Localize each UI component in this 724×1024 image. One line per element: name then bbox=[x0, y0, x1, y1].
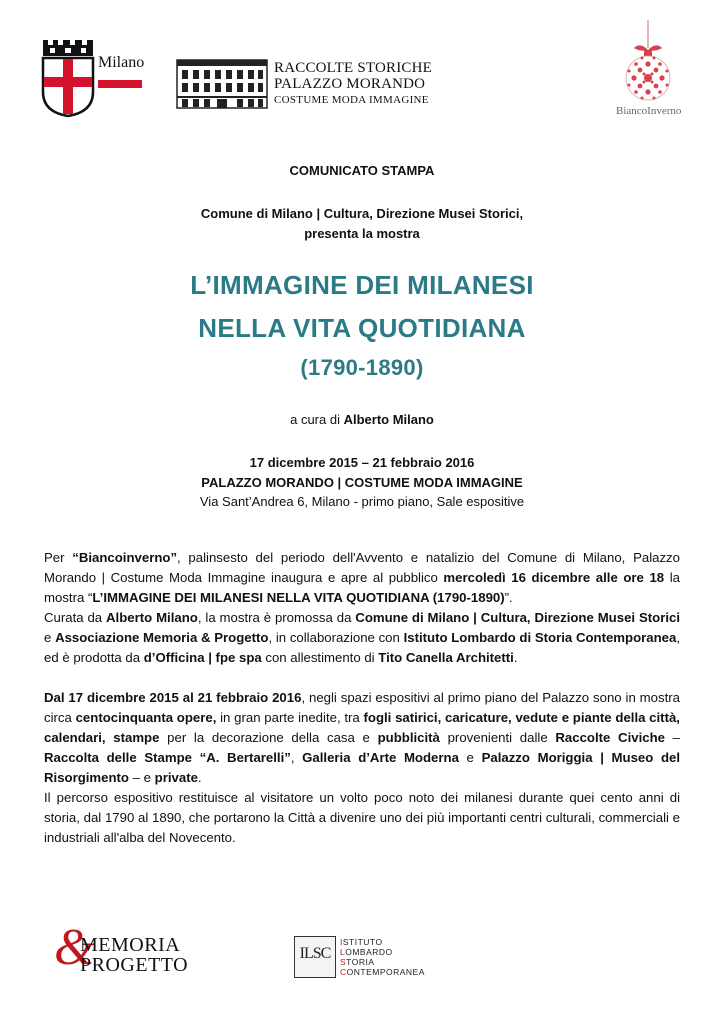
p2-text-2: , la mostra è promossa da bbox=[197, 610, 356, 625]
ilsc-text bbox=[340, 937, 425, 977]
p3-bold-4: pubblicità bbox=[377, 730, 440, 745]
p1-bold-3: L’IMMAGINE DEI MILANESI NELLA VITA QUOTIDIANA (1790-1890) bbox=[92, 590, 505, 605]
ilsc-logo bbox=[294, 936, 424, 980]
event-venue: PALAZZO MORANDO | COSTUME MODA IMMAGINE bbox=[201, 475, 523, 490]
ilsc-rest-2: OMBARDO bbox=[345, 947, 393, 957]
p3-bold-1: Dal 17 dicembre 2015 al 21 febbraio 2016 bbox=[44, 690, 302, 705]
p1-text-4: ”. bbox=[504, 590, 513, 605]
p2-bold-4: Istituto Lombardo di Storia Contemporanea bbox=[403, 630, 677, 645]
p1-bold-2: mercoledì 16 dicembre alle ore 18 bbox=[443, 570, 665, 585]
presenter-line-2: presenta la mostra bbox=[304, 226, 420, 241]
palazzo-facade-icon bbox=[176, 58, 268, 110]
event-address: Via Sant’Andrea 6, Milano - primo piano, Sale espositive bbox=[199, 494, 525, 509]
ilsc-rest-4: ONTEMPORANEA bbox=[346, 967, 425, 977]
p1-text-1: Per bbox=[44, 550, 73, 565]
ilsc-row-4 bbox=[340, 967, 425, 977]
p2-bold-1: Alberto Milano bbox=[106, 610, 198, 625]
milano-logo-text: Milano bbox=[98, 54, 145, 71]
ilsc-initial-2: L bbox=[340, 947, 346, 957]
p3-bold-2: centocinquanta opere, bbox=[75, 710, 217, 725]
p3-bold-6: Raccolta delle Stampe “A. Bertarelli” bbox=[44, 750, 291, 765]
milano-crest-icon bbox=[40, 38, 96, 118]
ilsc-initial-1: I bbox=[340, 937, 343, 947]
ilsc-rest-3: TORIA bbox=[346, 957, 375, 967]
memoria-line2: PROGETTO bbox=[80, 954, 189, 976]
p2-text-6: con allestimento di bbox=[261, 650, 379, 665]
p3-text-8: – e bbox=[129, 770, 155, 785]
p3-text-6: , bbox=[290, 750, 303, 765]
paragraph-4 bbox=[44, 788, 680, 848]
p3-text-9: . bbox=[197, 770, 202, 785]
memoria-progetto-logo bbox=[52, 919, 212, 980]
memoria-line1: MEMORIA bbox=[80, 934, 181, 956]
p3-bold-9: private bbox=[154, 770, 198, 785]
p3-text-3: per la decorazione della casa e bbox=[159, 730, 378, 745]
exhibition-title-line-2: NELLA VITA QUOTIDIANA bbox=[198, 313, 526, 343]
palazzo-logo-line1: RACCOLTE STORICHE bbox=[274, 60, 433, 76]
ilsc-row-1 bbox=[340, 937, 425, 947]
p2-text-1: Curata da bbox=[44, 610, 107, 625]
p3-text-5: – bbox=[664, 730, 681, 745]
p2-bold-2: Comune di Milano | Cultura, Direzione Musei Storici bbox=[355, 610, 680, 625]
bianco-inverno-logo bbox=[610, 20, 710, 120]
press-release-label: COMUNICATO STAMPA bbox=[289, 163, 435, 178]
p2-bold-5: d’Officina | fpe spa bbox=[143, 650, 262, 665]
p3-text-2: in gran parte inedite, tra bbox=[216, 710, 364, 725]
p3-bold-3: fogli satirici, caricature, vedute e piante della città, calendari, stampe bbox=[44, 710, 680, 745]
exhibition-title-line-1: L’IMMAGINE DEI MILANESI bbox=[190, 270, 534, 300]
p3-text-1: , negli spazi espositivi al primo piano del Palazzo sono in mostra circa bbox=[44, 690, 680, 725]
p1-text-2: , palinsesto del periodo dell'Avvento e natalizio del Comune di Milano, Palazzo Morando | Costume Moda Immagine inaugura e apre al pubblico bbox=[44, 550, 680, 585]
p2-bold-3: Associazione Memoria & Progetto bbox=[55, 630, 269, 645]
bianco-inverno-text: BiancoInverno bbox=[616, 105, 682, 117]
ilsc-initial-4: C bbox=[340, 967, 347, 977]
milano-logo bbox=[40, 38, 150, 120]
christmas-ornament-icon bbox=[610, 20, 710, 106]
p3-bold-7: Galleria d’Arte Moderna bbox=[302, 750, 459, 765]
milano-red-bar bbox=[98, 80, 142, 88]
p3-bold-8: Palazzo Moriggia | Museo del Risorgimento bbox=[44, 750, 681, 785]
curator-prefix: a cura di bbox=[290, 412, 344, 427]
paragraph-1 bbox=[44, 548, 680, 608]
p3-text-7: e bbox=[458, 750, 482, 765]
palazzo-morando-logo bbox=[176, 58, 436, 114]
palazzo-logo-line3: COSTUME MODA IMMAGINE bbox=[274, 94, 429, 106]
event-dates: 17 dicembre 2015 – 21 febbraio 2016 bbox=[249, 455, 475, 470]
p2-bold-6: Tito Canella Architetti bbox=[378, 650, 514, 665]
body-text bbox=[44, 548, 680, 848]
curator-name: Alberto Milano bbox=[343, 412, 434, 427]
p2-text-3: e bbox=[44, 630, 56, 645]
p1-bold-1: “Biancoinverno” bbox=[72, 550, 178, 565]
paragraph-3 bbox=[44, 688, 680, 788]
p2-text-4: , in collaborazione con bbox=[268, 630, 404, 645]
ilsc-row-2 bbox=[340, 947, 425, 957]
p3-text-4: provenienti dalle bbox=[439, 730, 556, 745]
memoria-ampersand: & bbox=[54, 919, 95, 976]
p2-text-5: , ed è prodotta da bbox=[44, 630, 681, 665]
paragraph-2 bbox=[44, 608, 680, 668]
palazzo-logo-line2: PALAZZO MORANDO bbox=[274, 76, 426, 92]
ilsc-letters: ILSC bbox=[299, 945, 331, 962]
ilsc-initial-3: S bbox=[340, 957, 347, 967]
p2-text-7: . bbox=[513, 650, 518, 665]
p3-bold-5: Raccolte Civiche bbox=[555, 730, 665, 745]
ilsc-row-3 bbox=[340, 957, 425, 967]
p4-text-1: Il percorso espositivo restituisce al visitatore un volto poco noto dei milanesi durante quei cento anni di storia, dal 1790 al 1890, che portarono la Città a divenire uno dei più importanti centri culturali, commerciali e industriali all'alba del Novecento. bbox=[44, 790, 680, 845]
p1-text-3: la mostra “ bbox=[44, 570, 680, 605]
curator-line bbox=[0, 412, 724, 427]
exhibition-years: (1790-1890) bbox=[300, 355, 424, 380]
presenter-line-1: Comune di Milano | Cultura, Direzione Musei Storici, bbox=[200, 206, 524, 221]
ilsc-monogram bbox=[294, 936, 336, 978]
ilsc-rest-1: STITUTO bbox=[342, 937, 383, 947]
